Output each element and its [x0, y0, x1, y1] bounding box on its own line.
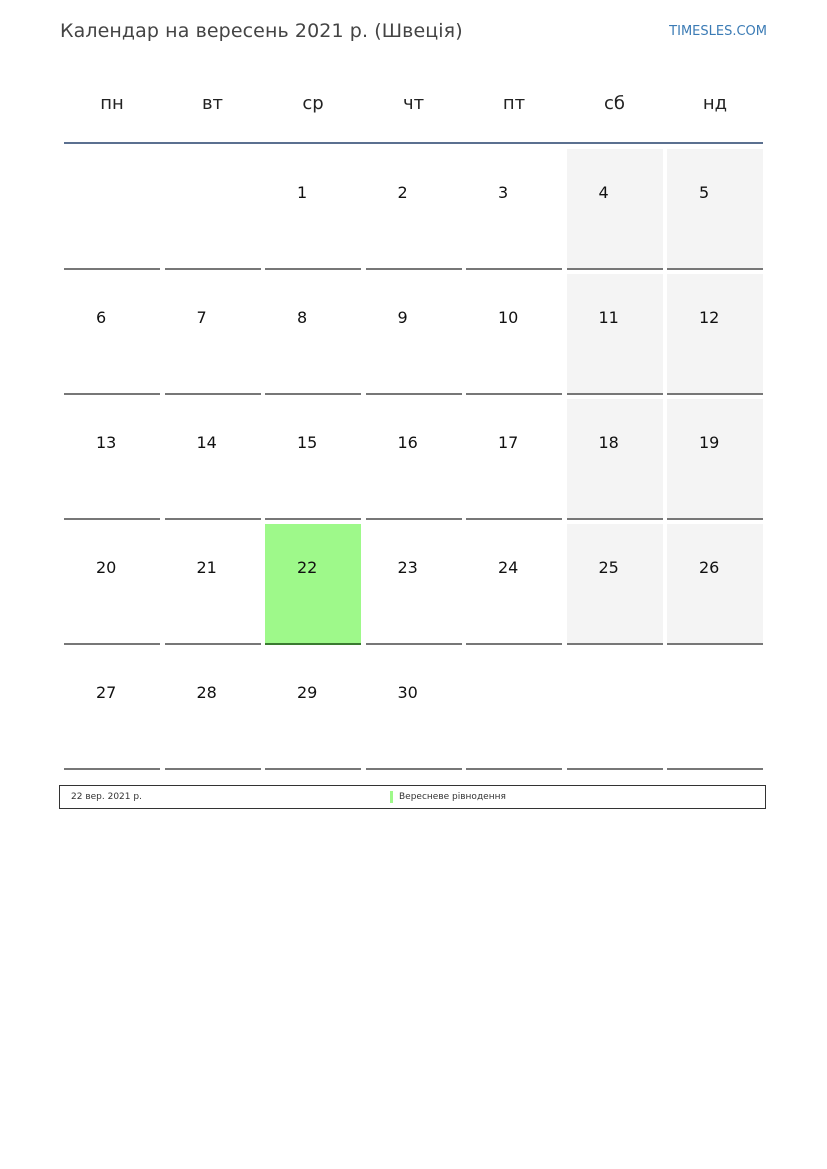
day-cell[interactable] — [265, 149, 361, 270]
calendar-grid — [64, 149, 763, 770]
day-number: 3 — [498, 183, 509, 202]
weekday-sat: сб — [604, 93, 625, 114]
day-number: 13 — [96, 433, 117, 452]
day-number: 24 — [498, 558, 519, 577]
day-number: 30 — [397, 683, 418, 702]
day-cell[interactable] — [366, 399, 462, 520]
day-cell[interactable] — [64, 649, 160, 770]
day-cell[interactable] — [165, 649, 261, 770]
holiday-legend — [59, 785, 766, 809]
empty-day-cell — [466, 649, 562, 770]
day-cell[interactable] — [265, 399, 361, 520]
day-number: 19 — [699, 433, 720, 452]
day-cell[interactable] — [366, 274, 462, 395]
day-cell[interactable] — [466, 274, 562, 395]
empty-day-cell — [64, 149, 160, 270]
day-number: 1 — [297, 183, 308, 202]
day-number: 28 — [196, 683, 217, 702]
day-number: 5 — [699, 183, 710, 202]
day-number: 2 — [397, 183, 408, 202]
legend-color-marker — [390, 791, 393, 803]
day-cell[interactable] — [466, 399, 562, 520]
day-cell[interactable] — [667, 524, 763, 645]
weekday-mon: пн — [100, 93, 124, 114]
day-cell[interactable] — [64, 274, 160, 395]
day-cell[interactable] — [667, 274, 763, 395]
day-cell[interactable] — [265, 524, 361, 645]
day-number: 27 — [96, 683, 117, 702]
day-cell[interactable] — [466, 149, 562, 270]
day-number: 7 — [196, 308, 207, 327]
day-number: 8 — [297, 308, 308, 327]
day-cell[interactable] — [64, 524, 160, 645]
day-cell[interactable] — [265, 274, 361, 395]
header-divider — [64, 142, 763, 144]
weekday-thu: чт — [402, 93, 425, 114]
day-number: 21 — [196, 558, 217, 577]
day-number: 25 — [598, 558, 619, 577]
brand-link[interactable]: TIMESLES.COM — [669, 24, 767, 39]
day-number: 22 — [297, 558, 318, 577]
day-cell[interactable] — [466, 524, 562, 645]
day-cell[interactable] — [567, 274, 663, 395]
day-cell[interactable] — [567, 399, 663, 520]
day-number: 9 — [397, 308, 408, 327]
day-cell[interactable] — [265, 649, 361, 770]
day-number: 26 — [699, 558, 720, 577]
day-number: 6 — [96, 308, 107, 327]
empty-day-cell — [165, 149, 261, 270]
day-number: 12 — [699, 308, 720, 327]
empty-day-cell — [567, 649, 663, 770]
day-cell[interactable] — [366, 649, 462, 770]
day-number: 14 — [196, 433, 217, 452]
day-number: 17 — [498, 433, 519, 452]
day-number: 10 — [498, 308, 519, 327]
day-number: 11 — [598, 308, 619, 327]
day-number: 18 — [598, 433, 619, 452]
day-cell[interactable] — [567, 524, 663, 645]
legend-event: Вересневе рівнодення — [399, 792, 506, 802]
day-cell[interactable] — [64, 399, 160, 520]
day-number: 16 — [397, 433, 418, 452]
day-number: 4 — [598, 183, 609, 202]
weekday-header — [64, 90, 763, 120]
day-number: 29 — [297, 683, 318, 702]
day-cell[interactable] — [366, 524, 462, 645]
day-cell[interactable] — [667, 399, 763, 520]
day-cell[interactable] — [366, 149, 462, 270]
day-cell[interactable] — [567, 149, 663, 270]
legend-date: 22 вер. 2021 р. — [71, 792, 142, 802]
weekday-fri: пт — [502, 93, 526, 114]
weekday-wed: ср — [302, 93, 324, 114]
day-number: 15 — [297, 433, 318, 452]
weekday-sun: нд — [702, 93, 728, 114]
day-cell[interactable] — [165, 274, 261, 395]
day-cell[interactable] — [165, 399, 261, 520]
page-title: Календар на вересень 2021 р. (Швеція) — [60, 20, 463, 42]
day-cell[interactable] — [165, 524, 261, 645]
day-cell[interactable] — [667, 149, 763, 270]
day-number: 23 — [397, 558, 418, 577]
weekday-tue: вт — [201, 93, 224, 114]
empty-day-cell — [667, 649, 763, 770]
day-number: 20 — [96, 558, 117, 577]
